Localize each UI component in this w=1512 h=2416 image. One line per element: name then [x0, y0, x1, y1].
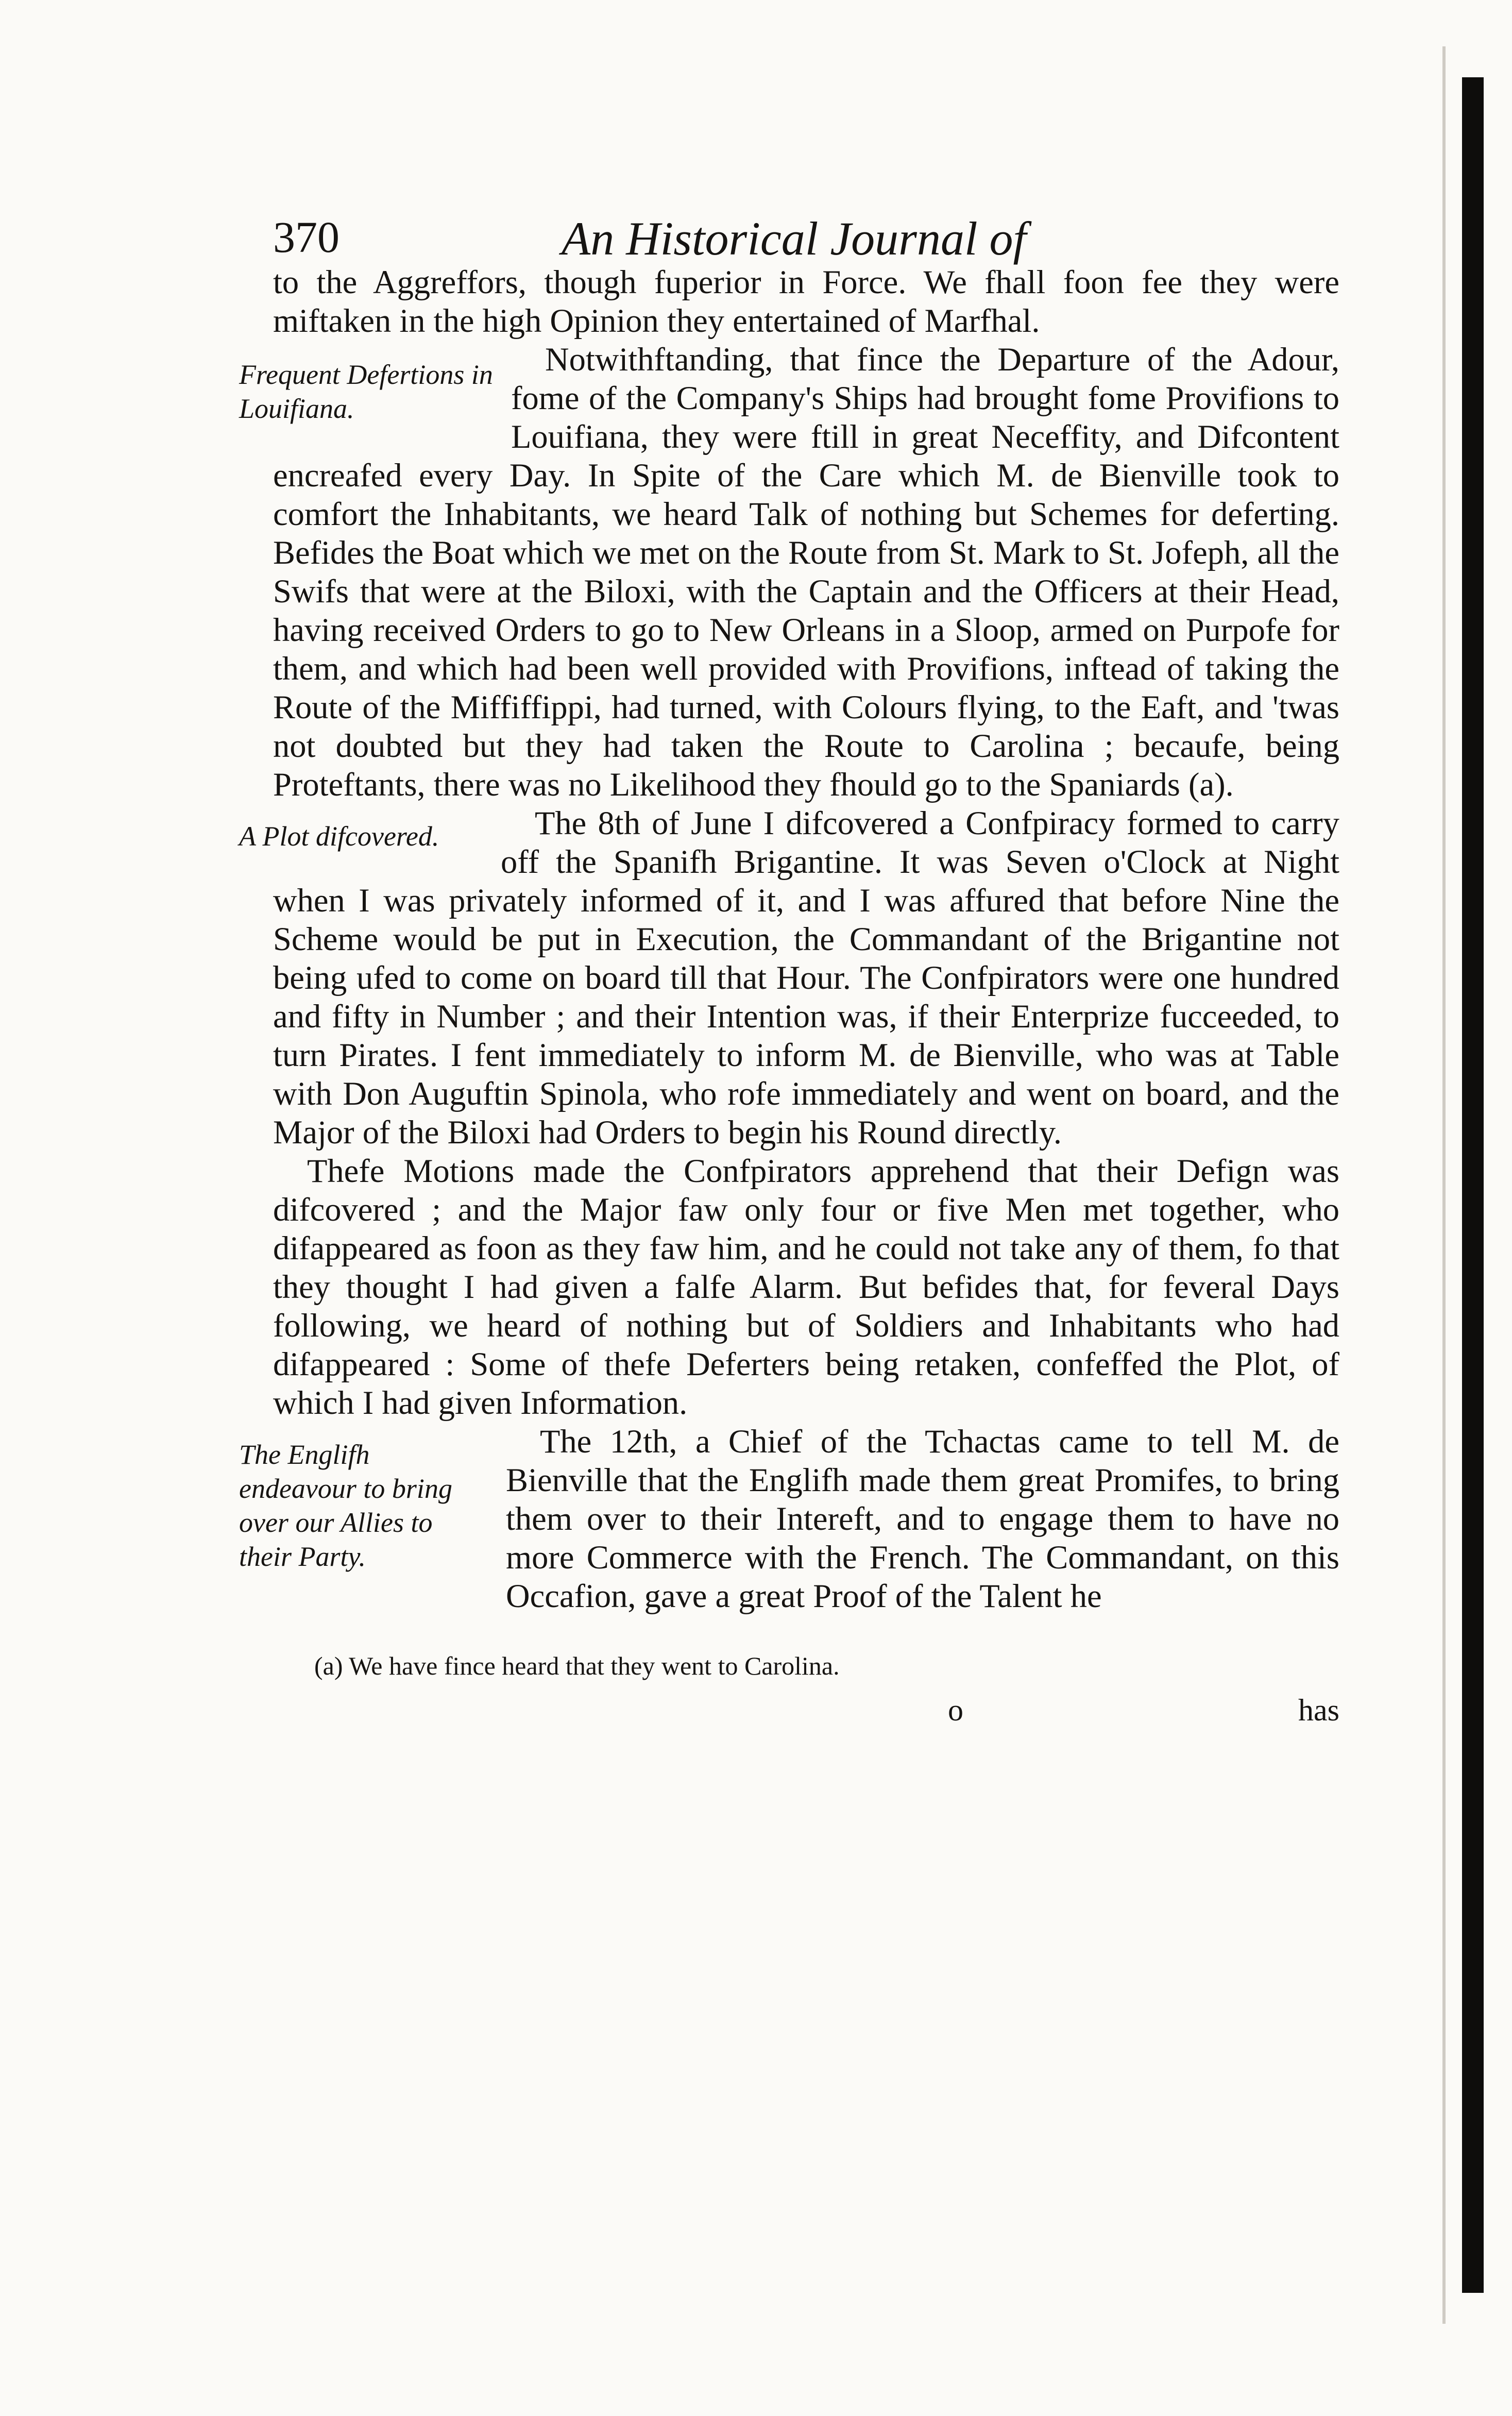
paragraph-desertions: [239, 340, 1339, 804]
paragraph-continuation: to the Aggreffors, though fuperior in Force. We fhall foon fee they were miftaken in the high Opinion they entertained of Marfhal.: [273, 264, 1339, 339]
running-title: An Historical Journal of: [562, 212, 1027, 265]
footnote: (a) We have fince heard that they went to Carolina.: [314, 1651, 840, 1680]
book-page: [239, 206, 1339, 1739]
catchword: has: [1298, 1693, 1339, 1727]
paragraph-motions: Thefe Motions made the Confpirators apprehend that their Defign was difcovered ; and the Major faw only four or five Men met together, who difappeared as foon as they faw him, and he could not take any of them, fo that they thought I had given a falfe Alarm. But befides that, for feveral Days following, we heard of nothing but of Soldiers and Inhabitants who had difappeared : Some of thefe Deferters being retaken, confeffed the Plot, of which I had given Information.: [273, 1153, 1339, 1421]
scan-edge-bar: [1462, 77, 1484, 2293]
page-edge-shadow: [1442, 46, 1446, 2324]
body-text: [239, 263, 1339, 1615]
paragraph-desertions-text: Notwithftanding, that fince the Departure of the Adour, fome of the Company's Ships had brought fome Provifions to Louifiana, they were ftill in great Neceffity, and Difcontent encreafed every Day. In Spite of the Care which M. de Bienville took to comfort the Inhabitants, we heard Talk of nothing but Schemes for deferting. Befides the Boat which we met on the Route from St. Mark to St. Jofeph, all the Swifs that were at the Biloxi, with the Captain and the Officers at their Head, having received Orders to go to New Orleans in a Sloop, armed on Purpofe for them, and which had been well provided with Provifions, inftead of taking the Route of the Miffiffippi, had turned, with Colours flying, to the Eaft, and 'twas not doubted but they had taken the Route to Carolina ; becaufe, being Proteftants, there was no Likelihood they fhould go to the Spaniards (a).: [273, 341, 1339, 803]
paragraph-plot: [239, 804, 1339, 1152]
margin-note-desertions: Frequent Defertions in Louifiana.: [239, 359, 493, 424]
signature-mark: o: [948, 1693, 963, 1727]
margin-note-english: The Englifh endeavour to bring over our Allies to their Party.: [239, 1439, 452, 1572]
page-footer: [273, 1693, 1339, 1739]
paragraph-plot-text: The 8th of June I difcovered a Confpiracy formed to carry off the Spanifh Brigantine. It was Seven o'Clock at Night when I was privately informed of it, and I was affured that before Nine the Scheme would be put in Execution, the Commandant of the Brigantine not being ufed to come on board till that Hour. The Confpirators were one hundred and fifty in Number ; and their Intention was, if their Enterprize fucceeded, to turn Pirates. I fent immediately to inform M. de Bienville, who was at Table with Don Auguftin Spinola, who rofe immediately and went on board, and the Major of the Biloxi had Orders to begin his Round directly.: [273, 805, 1339, 1151]
running-head: [273, 206, 1339, 263]
paragraph-english: [239, 1422, 1339, 1615]
margin-note-plot: A Plot difcovered.: [239, 821, 439, 852]
paragraph-english-text: The 12th, a Chief of the Tchactas came to tell M. de Bienville that the Englifh made them great Promifes, to bring them over to their Intereft, and to engage them to have no more Commerce with the French. The Commandant, on this Occafion, gave a great Proof of the Talent he: [506, 1423, 1339, 1614]
page-number: 370: [273, 212, 339, 262]
